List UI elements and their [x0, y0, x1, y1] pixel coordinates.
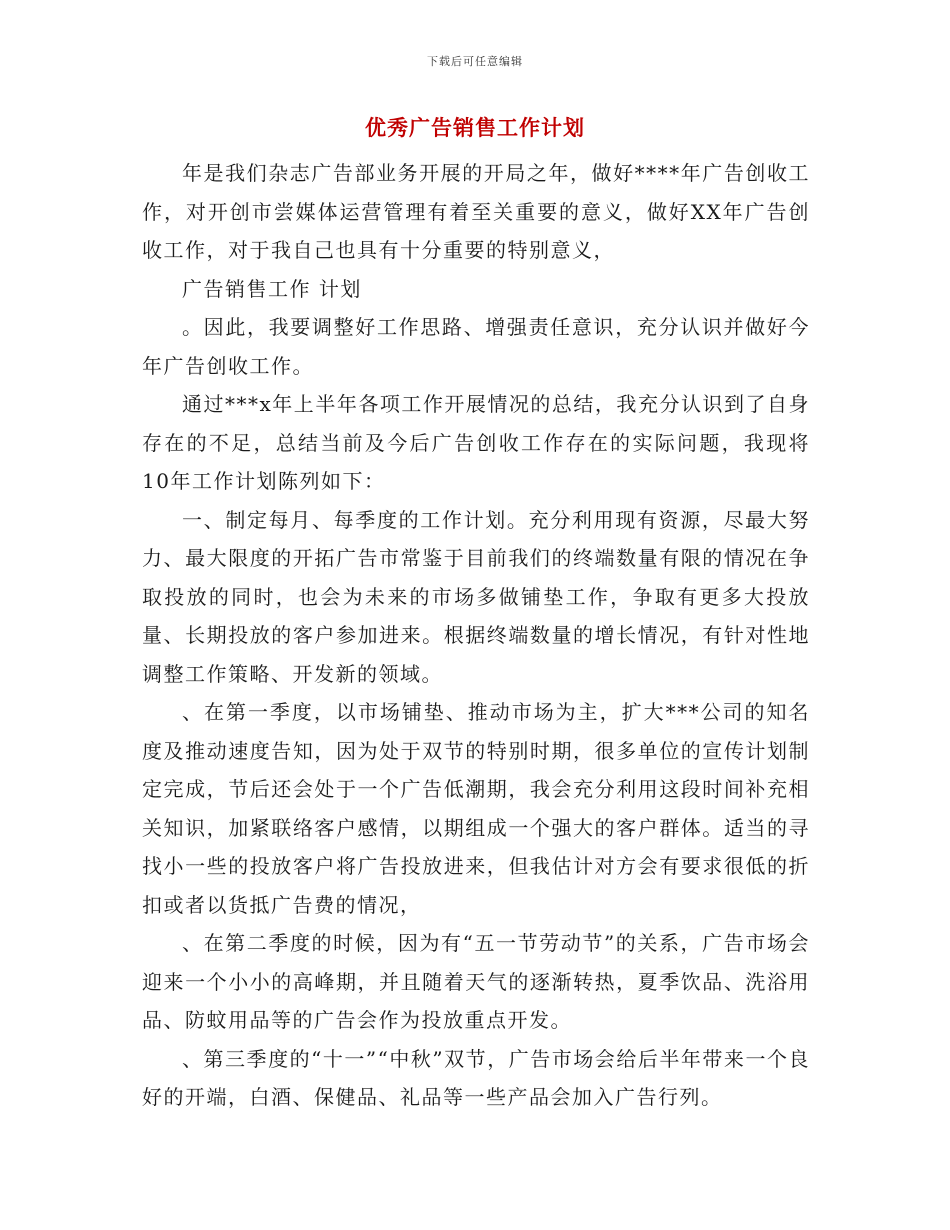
document-title: 优秀广告销售工作计划: [365, 115, 585, 140]
paragraph-6: 、在第一季度，以市场铺垫、推动市场为主，扩大***公司的知名度及推动速度告知，因为处于双节的特别时期，很多单位的宣传计划制定完成，节后还会处于一个广告低潮期，我会充分利用这段时间补充相关知识，加紧联络客户感情，以期组成一个强大的客户群体。适当的寻找小一些的投放客户将广告投放进来，但我估计对方会有要求很低的折扣或者以货抵广告费的情况，: [142, 700, 810, 917]
paragraph-8: 、第三季度的“十一”“中秋”双节，广告市场会给后半年带来一个良好的开端，白酒、保健品、礼品等一些产品会加入广告行列。: [142, 1046, 810, 1109]
paragraph-2: 广告销售工作 计划: [182, 276, 362, 301]
paragraph-7: 、在第二季度的时候，因为有“五一节劳动节”的关系，广告市场会迎来一个小小的高峰期，并且随着天气的逐渐转热，夏季饮品、洗浴用品、防蚊用品等的广告会作为投放重点开发。: [142, 931, 810, 1032]
document-body: [142, 154, 810, 1117]
paragraph-1: 年是我们杂志广告部业务开展的开局之年，做好****年广告创收工作，对开创市尝媒体运营管理有着至关重要的意义，做好XX年广告创收工作，对于我自己也具有十分重要的特别意义，: [142, 161, 810, 262]
header-note: 下载后可任意编辑: [427, 55, 523, 68]
paragraph-5: 一、制定每月、每季度的工作计划。充分利用现有资源，尽最大努力、最大限度的开拓广告市常鉴于目前我们的终端数量有限的情况在争取投放的同时，也会为未来的市场多做铺垫工作，争取有更多大投放量、长期投放的客户参加进来。根据终端数量的增长情况，有针对性地调整工作策略、开发新的领域。: [142, 507, 810, 686]
paragraph-3: 。因此，我要调整好工作思路、增强责任意识，充分认识并做好今年广告创收工作。: [142, 315, 810, 378]
paragraph-4: 通过***x年上半年各项工作开展情况的总结，我充分认识到了自身存在的不足，总结当前及今后广告创收工作存在的实际问题，我现将10年工作计划陈列如下：: [142, 392, 810, 493]
